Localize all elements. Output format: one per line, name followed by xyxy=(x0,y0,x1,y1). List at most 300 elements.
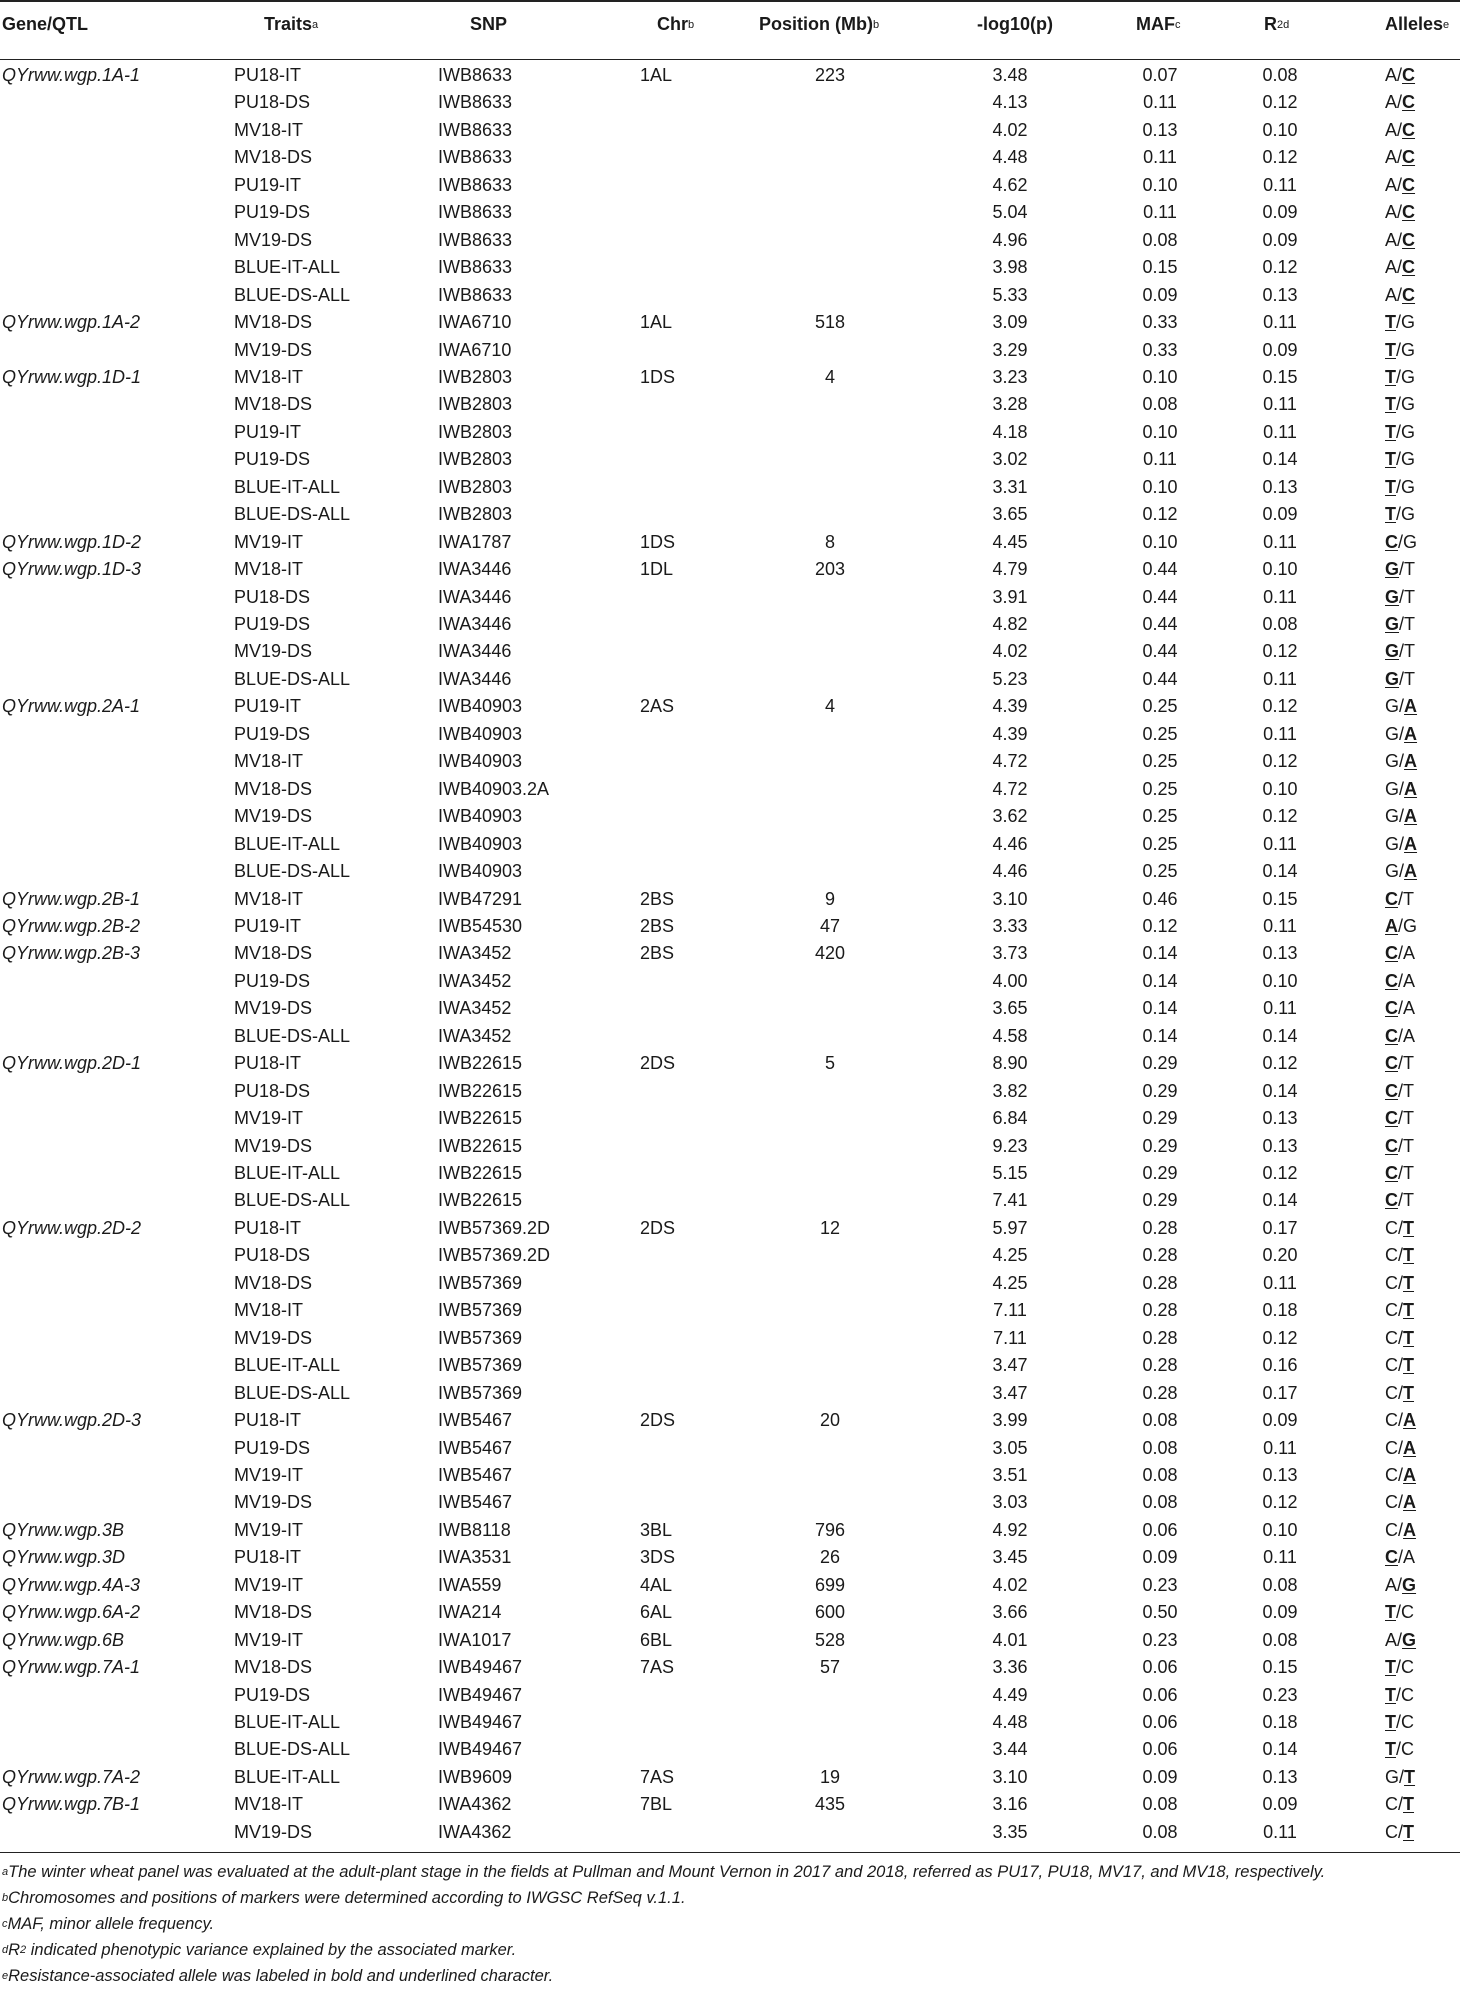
allele-2: T xyxy=(1404,614,1416,634)
allele-1: A xyxy=(1385,147,1398,168)
snp-cell: IWB57369 xyxy=(438,1300,523,1321)
allele-separator: / xyxy=(1397,257,1403,278)
trait-cell: MV18-DS xyxy=(234,147,313,168)
allele-separator: / xyxy=(1398,1245,1404,1266)
r2-cell: 0.11 xyxy=(1263,1437,1297,1458)
alleles-cell xyxy=(1385,446,1415,473)
resistance-allele: T xyxy=(1403,1355,1415,1376)
alleles-cell xyxy=(1385,282,1415,309)
maf-cell: 0.09 xyxy=(1142,284,1178,305)
maf-cell: 0.44 xyxy=(1142,586,1178,607)
resistance-allele: A xyxy=(1403,1437,1417,1458)
alleles-cell xyxy=(1385,89,1415,116)
r2-cell: 0.11 xyxy=(1263,174,1297,195)
trait-cell: BLUE-DS-ALL xyxy=(234,861,351,882)
log10p-cell: 3.28 xyxy=(992,394,1028,415)
chr-cell: 2DS xyxy=(640,1217,676,1238)
table-top-rule xyxy=(0,0,1460,2)
chr-cell: 2DS xyxy=(640,1053,676,1074)
alleles-cell xyxy=(1385,117,1415,144)
chr-cell: 1AL xyxy=(640,312,673,333)
resistance-allele: C xyxy=(1402,119,1416,140)
r2-cell: 0.16 xyxy=(1262,1355,1298,1376)
trait-cell: MV19-IT xyxy=(234,1574,304,1595)
allele-separator: / xyxy=(1399,778,1405,799)
table-row xyxy=(0,144,1460,171)
allele-separator: / xyxy=(1398,1547,1404,1568)
allele-2: G xyxy=(1401,421,1416,442)
allele-separator: / xyxy=(1398,1519,1404,1540)
log10p-cell: 4.49 xyxy=(992,1684,1028,1705)
alleles-cell xyxy=(1385,940,1415,967)
alleles-cell xyxy=(1385,309,1415,336)
alleles-cell xyxy=(1385,968,1415,995)
snp-cell: IWB49467 xyxy=(438,1657,523,1678)
maf-cell: 0.11 xyxy=(1143,147,1177,168)
position-cell: 528 xyxy=(814,1629,846,1650)
allele-separator: / xyxy=(1399,696,1405,717)
resistance-allele: T xyxy=(1403,1245,1415,1266)
allele-separator: / xyxy=(1397,1574,1403,1595)
r2-cell: 0.11 xyxy=(1263,1821,1297,1842)
maf-cell: 0.28 xyxy=(1142,1217,1178,1238)
allele-separator: / xyxy=(1398,1382,1404,1403)
allele-2: T xyxy=(1403,1053,1415,1074)
alleles-cell xyxy=(1385,1599,1414,1626)
log10p-cell: 3.10 xyxy=(992,1766,1028,1787)
alleles-cell xyxy=(1385,364,1415,391)
maf-cell: 0.06 xyxy=(1142,1739,1178,1760)
alleles-cell xyxy=(1385,1215,1414,1242)
trait-cell: PU18-DS xyxy=(234,1080,311,1101)
allele-2: T xyxy=(1404,559,1416,580)
allele-1: A xyxy=(1385,1574,1398,1595)
allele-separator: / xyxy=(1397,284,1403,305)
gene-qtl-cell: QYrww.wgp.2B-2 xyxy=(2,915,141,936)
allele-1: G xyxy=(1385,696,1400,717)
log10p-cell: 3.16 xyxy=(992,1794,1028,1815)
allele-separator: / xyxy=(1398,1080,1404,1101)
allele-2: G xyxy=(1403,531,1418,552)
alleles-cell xyxy=(1385,474,1415,501)
allele-separator: / xyxy=(1398,1300,1404,1321)
alleles-cell xyxy=(1385,1682,1414,1709)
position-cell: 19 xyxy=(819,1766,841,1787)
position-cell: 699 xyxy=(814,1574,846,1595)
trait-cell: PU19-IT xyxy=(234,696,302,717)
allele-1: C xyxy=(1385,1327,1398,1348)
alleles-cell xyxy=(1385,913,1417,940)
alleles-cell xyxy=(1385,391,1415,418)
maf-cell: 0.11 xyxy=(1143,449,1177,470)
log10p-cell: 4.18 xyxy=(992,421,1028,442)
resistance-allele: T xyxy=(1385,449,1396,470)
snp-cell: IWB40903 xyxy=(438,723,523,744)
table-row xyxy=(0,1736,1460,1763)
header-maf: MAF$^c$ xyxy=(1136,14,1181,34)
header-r2: $R^{2d}$ xyxy=(1264,14,1290,34)
alleles-cell xyxy=(1385,1654,1414,1681)
maf-cell: 0.33 xyxy=(1142,312,1178,333)
snp-cell: IWB57369.2D xyxy=(438,1217,551,1238)
allele-2: C xyxy=(1401,1712,1415,1732)
gene-qtl-cell: QYrww.wgp.1D-2 xyxy=(2,531,142,552)
alleles-cell xyxy=(1385,1105,1414,1132)
snp-cell: IWB57369 xyxy=(438,1327,523,1348)
position-cell: 600 xyxy=(814,1602,846,1623)
allele-separator: / xyxy=(1396,1657,1402,1678)
snp-cell: IWB2803 xyxy=(438,421,513,442)
snp-cell: IWB8633 xyxy=(438,92,513,113)
maf-cell: 0.09 xyxy=(1142,1547,1178,1568)
resistance-allele: A xyxy=(1404,696,1418,717)
gene-qtl-cell: QYrww.wgp.1D-1 xyxy=(2,366,142,387)
allele-separator: / xyxy=(1398,1410,1404,1431)
allele-separator: / xyxy=(1396,394,1402,415)
log10p-cell: 3.51 xyxy=(992,1464,1028,1485)
position-cell: 435 xyxy=(814,1794,846,1815)
table-row xyxy=(0,1599,1460,1626)
trait-cell: PU18-IT xyxy=(234,1053,302,1074)
resistance-allele: A xyxy=(1404,833,1418,854)
maf-cell: 0.08 xyxy=(1142,1492,1178,1513)
snp-cell: IWB22615 xyxy=(438,1108,523,1129)
resistance-allele: G xyxy=(1385,668,1400,689)
alleles-cell xyxy=(1385,1627,1416,1654)
allele-2: T xyxy=(1403,1108,1415,1129)
allele-separator: / xyxy=(1398,1053,1404,1074)
resistance-allele: T xyxy=(1385,504,1396,525)
maf-cell: 0.10 xyxy=(1142,174,1178,195)
r2-cell: 0.11 xyxy=(1263,668,1297,689)
trait-cell: MV19-DS xyxy=(234,229,313,250)
chr-cell: 1DS xyxy=(640,531,676,552)
table-row xyxy=(0,419,1460,446)
alleles-cell xyxy=(1385,1435,1416,1462)
position-cell: 5 xyxy=(824,1053,835,1074)
maf-cell: 0.25 xyxy=(1142,723,1178,744)
resistance-allele: G xyxy=(1385,614,1400,634)
alleles-cell xyxy=(1385,693,1417,720)
table-row xyxy=(0,1160,1460,1187)
snp-cell: IWB49467 xyxy=(438,1712,523,1732)
maf-cell: 0.06 xyxy=(1142,1657,1178,1678)
header-position: Position $(Mb)^b$ xyxy=(759,14,880,34)
log10p-cell: 6.84 xyxy=(992,1108,1028,1129)
table-row xyxy=(0,1627,1460,1654)
gene-qtl-cell: QYrww.wgp.3B xyxy=(2,1519,125,1540)
trait-cell: PU19-DS xyxy=(234,1437,311,1458)
allele-1: G xyxy=(1385,723,1400,744)
position-cell: 420 xyxy=(814,943,846,964)
gene-qtl-cell: QYrww.wgp.7A-1 xyxy=(2,1657,141,1678)
r2-cell: 0.17 xyxy=(1262,1382,1298,1403)
allele-separator: / xyxy=(1398,915,1404,936)
resistance-allele: T xyxy=(1385,1602,1396,1623)
resistance-allele: C xyxy=(1385,1135,1398,1156)
maf-cell: 0.14 xyxy=(1142,943,1178,964)
trait-cell: PU18-IT xyxy=(234,1217,302,1238)
log10p-cell: 4.25 xyxy=(992,1272,1028,1293)
log10p-cell: 3.66 xyxy=(992,1602,1028,1623)
maf-cell: 0.29 xyxy=(1142,1108,1178,1129)
maf-cell: 0.25 xyxy=(1142,751,1178,772)
allele-separator: / xyxy=(1396,1712,1402,1732)
resistance-allele: A xyxy=(1403,1464,1417,1485)
table-row xyxy=(0,1654,1460,1681)
table-row xyxy=(0,1270,1460,1297)
allele-1: A xyxy=(1385,65,1398,85)
maf-cell: 0.29 xyxy=(1142,1080,1178,1101)
chr-cell: 2BS xyxy=(640,888,675,909)
r2-cell: 0.12 xyxy=(1262,1327,1298,1348)
log10p-cell: 3.23 xyxy=(992,366,1028,387)
log10p-cell: 4.48 xyxy=(992,1712,1028,1732)
r2-cell: 0.11 xyxy=(1263,915,1297,936)
maf-cell: 0.07 xyxy=(1142,65,1178,85)
alleles-cell xyxy=(1385,556,1415,583)
trait-cell: BLUE-DS-ALL xyxy=(234,504,351,525)
table-row xyxy=(0,227,1460,254)
trait-cell: MV19-IT xyxy=(234,1464,304,1485)
snp-cell: IWB8118 xyxy=(438,1519,511,1540)
r2-cell: 0.13 xyxy=(1262,476,1298,497)
position-cell: 47 xyxy=(819,915,841,936)
log10p-cell: 3.33 xyxy=(992,915,1028,936)
alleles-cell xyxy=(1385,419,1415,446)
snp-cell: IWB57369 xyxy=(438,1355,523,1376)
trait-cell: MV18-IT xyxy=(234,366,304,387)
resistance-allele: C xyxy=(1385,998,1398,1019)
r2-cell: 0.11 xyxy=(1263,421,1297,442)
maf-cell: 0.44 xyxy=(1142,641,1178,662)
gene-qtl-cell: QYrww.wgp.2D-1 xyxy=(2,1053,142,1074)
snp-cell: IWB49467 xyxy=(438,1684,523,1705)
snp-cell: IWB40903 xyxy=(438,696,523,717)
resistance-allele: C xyxy=(1402,257,1416,278)
resistance-allele: G xyxy=(1402,1629,1417,1650)
table-row xyxy=(0,474,1460,501)
log10p-cell: 4.82 xyxy=(992,614,1028,634)
allele-separator: / xyxy=(1396,449,1402,470)
allele-separator: / xyxy=(1398,1190,1404,1211)
allele-2: C xyxy=(1401,1739,1415,1760)
allele-2: C xyxy=(1401,1684,1415,1705)
r2-cell: 0.09 xyxy=(1262,229,1298,250)
resistance-allele: T xyxy=(1385,339,1396,360)
footnote-a: $^a$The winter wheat panel was evaluated at the adult-plant stage in the fields at Pullman and Mount Vernon in 2017 and 2018, referred as PU17, PU18, MV17, and MV18, respectively. xyxy=(2,1863,1326,1881)
r2-cell: 0.12 xyxy=(1262,147,1298,168)
log10p-cell: 3.35 xyxy=(992,1821,1028,1842)
maf-cell: 0.29 xyxy=(1142,1190,1178,1211)
r2-cell: 0.14 xyxy=(1262,861,1298,882)
snp-cell: IWB57369 xyxy=(438,1382,523,1403)
table-row xyxy=(0,1489,1460,1516)
maf-cell: 0.28 xyxy=(1142,1245,1178,1266)
r2-cell: 0.09 xyxy=(1262,1410,1298,1431)
maf-cell: 0.12 xyxy=(1142,915,1178,936)
snp-cell: IWB40903 xyxy=(438,751,523,772)
log10p-cell: 4.02 xyxy=(992,119,1028,140)
allele-2: A xyxy=(1403,998,1416,1019)
resistance-allele: T xyxy=(1404,1766,1416,1787)
allele-2: G xyxy=(1401,312,1416,333)
table-row xyxy=(0,1242,1460,1269)
r2-cell: 0.14 xyxy=(1262,1025,1298,1046)
allele-separator: / xyxy=(1399,641,1405,662)
allele-2: T xyxy=(1403,1190,1415,1211)
gene-qtl-cell: QYrww.wgp.3D xyxy=(2,1547,126,1568)
alleles-cell xyxy=(1385,337,1415,364)
maf-cell: 0.25 xyxy=(1142,696,1178,717)
alleles-cell xyxy=(1385,886,1414,913)
maf-cell: 0.08 xyxy=(1142,229,1178,250)
allele-2: G xyxy=(1401,504,1416,525)
alleles-cell xyxy=(1385,1407,1416,1434)
log10p-cell: 3.62 xyxy=(992,806,1028,827)
position-cell: 518 xyxy=(814,312,846,333)
resistance-allele: C xyxy=(1402,284,1416,305)
allele-1: C xyxy=(1385,1382,1398,1403)
r2-cell: 0.10 xyxy=(1262,778,1298,799)
log10p-cell: 4.39 xyxy=(992,696,1028,717)
snp-cell: IWB22615 xyxy=(438,1190,523,1211)
alleles-cell xyxy=(1385,611,1415,638)
allele-separator: / xyxy=(1397,1629,1403,1650)
allele-separator: / xyxy=(1398,1437,1404,1458)
table-row xyxy=(0,666,1460,693)
trait-cell: BLUE-IT-ALL xyxy=(234,257,341,278)
log10p-cell: 3.91 xyxy=(992,586,1028,607)
log10p-cell: 3.02 xyxy=(992,449,1028,470)
gene-qtl-cell: QYrww.wgp.1A-1 xyxy=(2,65,141,85)
resistance-allele: A xyxy=(1404,806,1418,827)
r2-cell: 0.08 xyxy=(1262,1574,1298,1595)
gene-qtl-cell: QYrww.wgp.7A-2 xyxy=(2,1766,141,1787)
maf-cell: 0.29 xyxy=(1142,1163,1178,1183)
alleles-cell xyxy=(1385,638,1415,665)
snp-cell: IWB2803 xyxy=(438,366,513,387)
trait-cell: PU19-DS xyxy=(234,614,311,634)
maf-cell: 0.29 xyxy=(1142,1053,1178,1074)
r2-cell: 0.12 xyxy=(1262,641,1298,662)
table-row xyxy=(0,858,1460,885)
maf-cell: 0.08 xyxy=(1142,1437,1178,1458)
allele-separator: / xyxy=(1396,504,1402,525)
resistance-allele: T xyxy=(1403,1272,1415,1293)
resistance-allele: A xyxy=(1403,1492,1417,1513)
r2-cell: 0.09 xyxy=(1262,1794,1298,1815)
allele-separator: / xyxy=(1396,312,1402,333)
snp-cell: IWA3452 xyxy=(438,970,512,991)
trait-cell: PU19-IT xyxy=(234,915,302,936)
log10p-cell: 3.29 xyxy=(992,339,1028,360)
allele-1: C xyxy=(1385,1272,1398,1293)
snp-cell: IWA3446 xyxy=(438,668,512,689)
table-row xyxy=(0,62,1460,89)
r2-cell: 0.23 xyxy=(1262,1684,1298,1705)
resistance-allele: C xyxy=(1402,65,1416,85)
r2-cell: 0.09 xyxy=(1262,1602,1298,1623)
trait-cell: MV18-DS xyxy=(234,1602,313,1623)
trait-cell: MV19-DS xyxy=(234,339,313,360)
table-row xyxy=(0,282,1460,309)
allele-separator: / xyxy=(1397,147,1403,168)
snp-cell: IWB40903 xyxy=(438,833,523,854)
footnotes xyxy=(2,1859,1458,1989)
maf-cell: 0.06 xyxy=(1142,1712,1178,1732)
trait-cell: MV18-IT xyxy=(234,1794,304,1815)
log10p-cell: 4.96 xyxy=(992,229,1028,250)
r2-cell: 0.11 xyxy=(1263,1547,1297,1568)
trait-cell: PU19-DS xyxy=(234,723,311,744)
gene-qtl-cell: QYrww.wgp.6A-2 xyxy=(2,1602,141,1623)
log10p-cell: 4.72 xyxy=(992,778,1028,799)
resistance-allele: T xyxy=(1385,1712,1396,1732)
allele-separator: / xyxy=(1398,1794,1404,1815)
allele-separator: / xyxy=(1397,92,1403,113)
snp-cell: IWB22615 xyxy=(438,1080,523,1101)
alleles-cell xyxy=(1385,1352,1414,1379)
r2-cell: 0.09 xyxy=(1262,504,1298,525)
footnote-e: $^e$Resistance-associated allele was labeled in bold and underlined character. xyxy=(2,1967,554,1985)
log10p-cell: 4.01 xyxy=(992,1629,1028,1650)
alleles-cell xyxy=(1385,1380,1414,1407)
table-row xyxy=(0,1023,1460,1050)
r2-cell: 0.09 xyxy=(1262,202,1298,223)
r2-cell: 0.11 xyxy=(1263,998,1297,1019)
allele-separator: / xyxy=(1398,943,1404,964)
r2-cell: 0.12 xyxy=(1262,1053,1298,1074)
trait-cell: MV18-IT xyxy=(234,751,304,772)
maf-cell: 0.10 xyxy=(1142,421,1178,442)
table-row xyxy=(0,364,1460,391)
r2-cell: 0.08 xyxy=(1262,1629,1298,1650)
trait-cell: MV18-DS xyxy=(234,1272,313,1293)
footnote-b: $^b$Chromosomes and positions of markers were determined according to IWGSC RefSeq v.1.1. xyxy=(2,1889,686,1907)
allele-1: C xyxy=(1385,1492,1398,1513)
snp-cell: IWB57369 xyxy=(438,1272,523,1293)
allele-1: G xyxy=(1385,833,1400,854)
log10p-cell: 3.31 xyxy=(992,476,1028,497)
resistance-allele: G xyxy=(1385,586,1400,607)
maf-cell: 0.28 xyxy=(1142,1382,1178,1403)
trait-cell: MV18-DS xyxy=(234,394,313,415)
allele-separator: / xyxy=(1399,833,1405,854)
resistance-allele: T xyxy=(1403,1217,1415,1238)
allele-1: G xyxy=(1385,861,1400,882)
allele-2: T xyxy=(1403,1163,1415,1183)
table-row xyxy=(0,611,1460,638)
position-cell: 796 xyxy=(814,1519,846,1540)
allele-1: A xyxy=(1385,1629,1398,1650)
trait-cell: BLUE-DS-ALL xyxy=(234,1739,351,1760)
trait-cell: MV19-IT xyxy=(234,1629,304,1650)
table-row xyxy=(0,172,1460,199)
table-row xyxy=(0,446,1460,473)
r2-cell: 0.11 xyxy=(1263,1272,1297,1293)
alleles-cell xyxy=(1385,1187,1414,1214)
trait-cell: PU18-DS xyxy=(234,92,311,113)
table-row xyxy=(0,1791,1460,1818)
alleles-cell xyxy=(1385,1764,1415,1791)
resistance-allele: T xyxy=(1403,1821,1415,1842)
log10p-cell: 7.11 xyxy=(993,1300,1027,1321)
chr-cell: 3DS xyxy=(640,1547,676,1568)
trait-cell: MV18-DS xyxy=(234,1657,313,1678)
snp-cell: IWA6710 xyxy=(438,312,512,333)
r2-cell: 0.15 xyxy=(1262,888,1298,909)
